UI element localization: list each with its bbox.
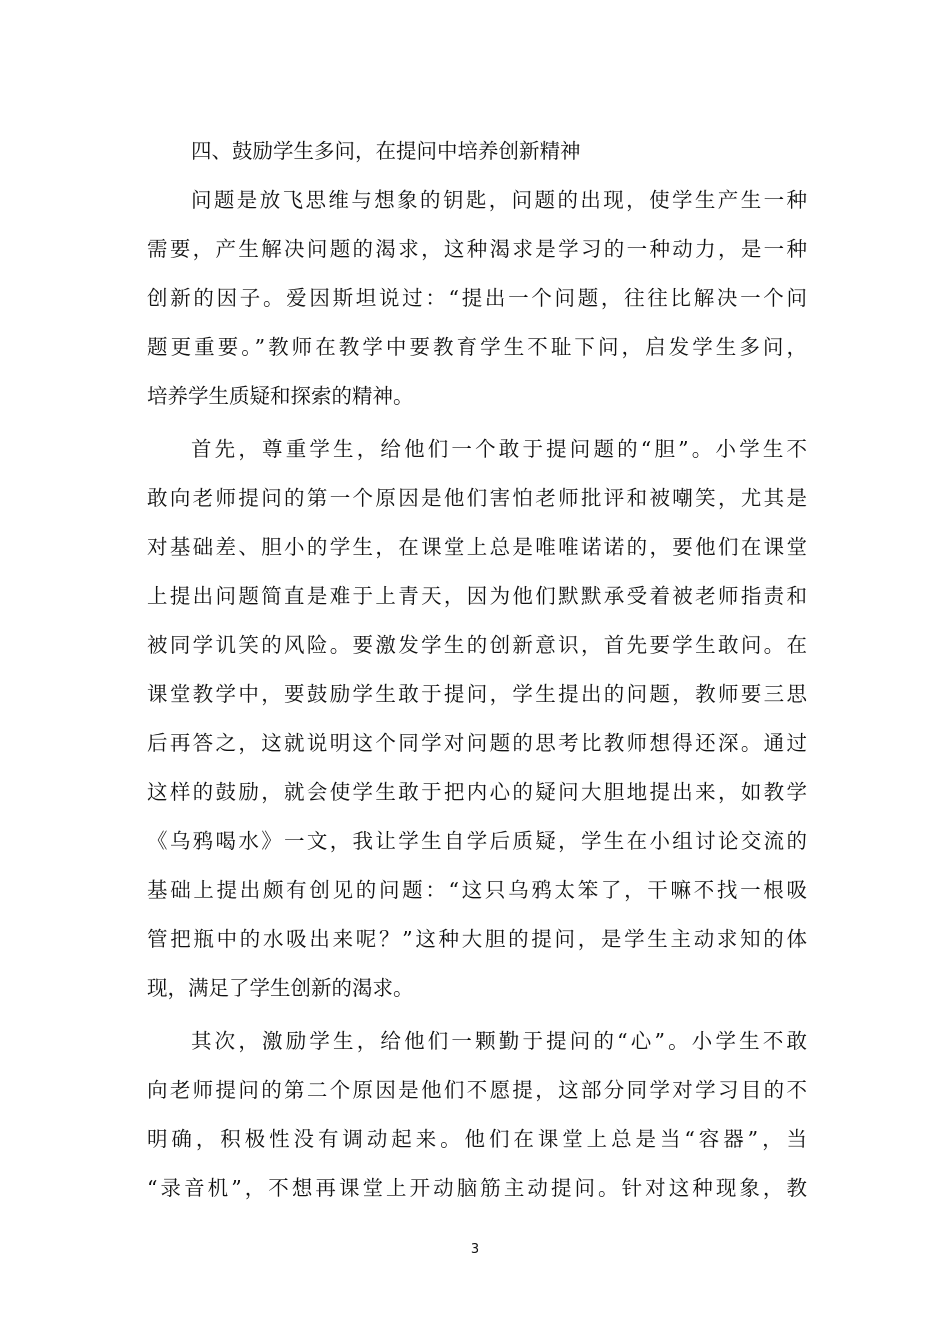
paragraph-line: 上提出问题简直是难于上青天，因为他们默默承受着被老师指责和 xyxy=(147,584,807,608)
paragraph-line: 被同学讥笑的风险。要激发学生的创新意识，首先要学生敢问。在 xyxy=(147,633,807,657)
paragraph-line: 这样的鼓励，就会使学生敢于把内心的疑问大胆地提出来，如教学 xyxy=(147,780,807,804)
paragraph-line: 敢向老师提问的第一个原因是他们害怕老师批评和被嘲笑，尤其是 xyxy=(147,486,807,510)
section-heading: 四、鼓励学生多问，在提问中培养创新精神 xyxy=(191,139,581,163)
paragraph-line: 现，满足了学生创新的渴求。 xyxy=(147,976,414,1000)
paragraph-line: 题更重要。”教师在教学中要教育学生不耻下问，启发学生多问， xyxy=(147,335,807,359)
paragraph-line: 培养学生质疑和探索的精神。 xyxy=(147,384,414,408)
paragraph-line: 向老师提问的第二个原因是他们不愿提，这部分同学对学习目的不 xyxy=(147,1078,807,1102)
paragraph-line: 问题是放飞思维与想象的钥匙，问题的出现，使学生产生一种 xyxy=(191,188,807,212)
page-number: 3 xyxy=(470,1242,480,1257)
paragraph-line: 基础上提出颇有创见的问题：“这只乌鸦太笨了，干嘛不找一根吸 xyxy=(147,878,807,902)
paragraph-line: 《乌鸦喝水》一文，我让学生自学后质疑，学生在小组讨论交流的 xyxy=(147,829,807,853)
paragraph-line: 其次，激励学生，给他们一颗勤于提问的“心”。小学生不敢 xyxy=(191,1029,807,1053)
paragraph-line: 明确，积极性没有调动起来。他们在课堂上总是当“容器”，当 xyxy=(147,1127,807,1151)
paragraph-line: 首先，尊重学生，给他们一个敢于提问题的“胆”。小学生不 xyxy=(191,437,807,461)
paragraph-line: 对基础差、胆小的学生，在课堂上总是唯唯诺诺的，要他们在课堂 xyxy=(147,535,807,559)
paragraph-line: 后再答之，这就说明这个同学对问题的思考比教师想得还深。通过 xyxy=(147,731,807,755)
paragraph-line: 需要，产生解决问题的渴求，这种渴求是学习的一种动力，是一种 xyxy=(147,237,807,261)
paragraph-line: 管把瓶中的水吸出来呢？”这种大胆的提问，是学生主动求知的体 xyxy=(147,927,807,951)
paragraph-line: 课堂教学中，要鼓励学生敢于提问，学生提出的问题，教师要三思 xyxy=(147,682,807,706)
paragraph-line: “录音机”，不想再课堂上开动脑筋主动提问。针对这种现象，教 xyxy=(147,1176,807,1200)
paragraph-line: 创新的因子。爱因斯坦说过：“提出一个问题，往往比解决一个问 xyxy=(147,286,807,310)
